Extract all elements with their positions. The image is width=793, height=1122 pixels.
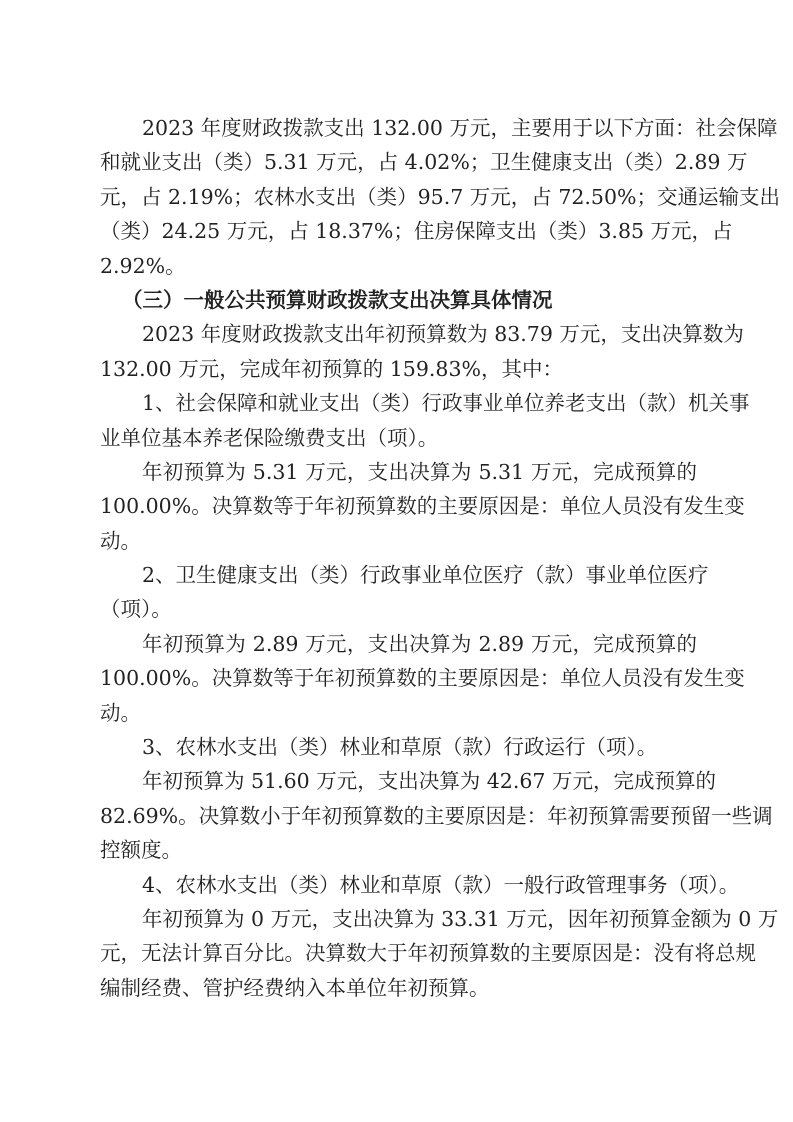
text-line: 编制经费、管护经费纳入本单位年初预算。	[100, 975, 490, 1000]
text-line: 年初预算为 2.89 万元，支出决算为 2.89 万元，完成预算的	[142, 631, 697, 656]
text-line: （类）24.25 万元，占 18.37%；住房保障支出（类）3.85 万元，占	[100, 219, 733, 244]
paragraph	[100, 868, 740, 902]
text-line: 元，无法计算百分比。决算数大于年初预算数的主要原因是：没有将总规	[100, 941, 756, 966]
paragraph	[100, 558, 709, 627]
text-line: 动。	[100, 700, 141, 725]
paragraph	[100, 764, 773, 867]
text-line: 动。	[100, 528, 141, 553]
text-line: 100.00%。决算数等于年初预算数的主要原因是：单位人员没有发生变	[100, 494, 745, 519]
paragraph	[100, 455, 745, 558]
paragraph	[100, 111, 780, 283]
document-page	[100, 111, 780, 1005]
text-line: 控额度。	[100, 838, 182, 863]
text-line: 业单位基本养老保险缴费支出（项）。	[100, 425, 439, 450]
text-line: 100.00%。决算数等于年初预算数的主要原因是：单位人员没有发生变	[100, 666, 745, 691]
text-line: 年初预算为 5.31 万元，支出决算为 5.31 万元，完成预算的	[142, 459, 697, 484]
text-line: 2、卫生健康支出（类）行政事业单位医疗（款）事业单位医疗	[142, 563, 709, 588]
text-line: 4、农林水支出（类）林业和草原（款）一般行政管理事务（项）。	[142, 872, 740, 897]
section-heading	[100, 283, 697, 317]
text-line: 132.00 万元，完成年初预算的 159.83%，其中：	[100, 356, 563, 381]
text-line: 年初预算为 0 万元，支出决算为 33.31 万元，因年初预算金额为 0 万	[142, 906, 779, 931]
paragraph	[100, 902, 779, 1005]
text-line: 年初预算为 51.60 万元，支出决算为 42.67 万元，完成预算的	[142, 769, 716, 794]
text-line: 2023 年度财政拨款支出年初预算数为 83.79 万元，支出决算数为	[142, 322, 744, 347]
paragraph	[100, 386, 750, 455]
text-line: 1、社会保障和就业支出（类）行政事业单位养老支出（款）机关事	[142, 391, 750, 416]
text-line: 82.69%。决算数小于年初预算数的主要原因是：年初预算需要预留一些调	[100, 803, 773, 828]
text-line: 和就业支出（类）5.31 万元，占 4.02%；卫生健康支出（类）2.89 万	[100, 150, 748, 175]
text-line: 2023 年度财政拨款支出 132.00 万元，主要用于以下方面：社会保障	[142, 116, 778, 140]
text-line: （项）。	[100, 597, 172, 622]
paragraph	[100, 317, 744, 386]
text-line: （三）一般公共预算财政拨款支出决算具体情况	[122, 287, 553, 312]
paragraph	[100, 627, 745, 730]
paragraph	[100, 730, 697, 764]
text-line: 元，占 2.19%；农林水支出（类）95.7 万元，占 72.50%；交通运输支出	[100, 184, 780, 209]
text-line: 2.92%。	[100, 253, 186, 278]
text-line: 3、农林水支出（类）林业和草原（款）行政运行（项）。	[142, 735, 658, 760]
